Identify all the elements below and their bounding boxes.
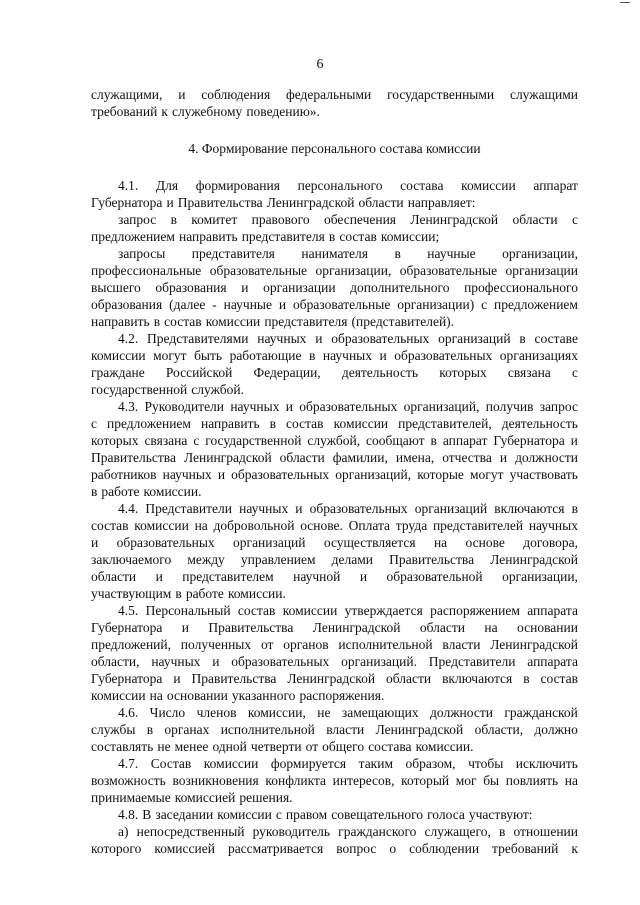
text-line: 4.5. Персональный состав комиссии утверждается распоряжением аппарата [118, 603, 578, 618]
text-line: запрос в комитет правового обеспечения Ленинградской области с [118, 212, 578, 227]
text-line: 4.8. В заседании комиссии с правом совещательного голоса участвуют: [118, 807, 533, 822]
corner-mark [620, 2, 630, 3]
paragraph [91, 755, 578, 806]
text-line: 4.3. Руководители научных и образовательных организаций, получив запрос [118, 399, 578, 414]
text-line: принимаемые комиссией решения. [91, 790, 293, 805]
paragraph [91, 330, 578, 398]
text-line: участвующим в работе комиссии. [91, 586, 286, 601]
paragraph [91, 500, 578, 602]
text-line: государственной службой. [91, 382, 244, 397]
continuation-text [91, 86, 578, 120]
text-line: 4.6. Число членов комиссии, не замещающих должности гражданской [118, 705, 578, 720]
paragraph [91, 211, 578, 245]
text-line: служащими, и соблюдения федеральными государственными служащими [91, 87, 578, 102]
text-line: Губернатора и Правительства Ленинградской области включаются в состав [91, 671, 578, 686]
text-line: предложением направить представителя в состав комиссии; [91, 229, 440, 244]
paragraph [91, 245, 578, 330]
text-line: и образовательных организаций осуществляется на основе договора, [91, 535, 578, 550]
paragraph [91, 86, 578, 120]
text-line: направить в состав комиссии представителя (представителей). [91, 314, 455, 329]
text-line: службы в органах исполнительной власти Ленинградской области, должно [91, 722, 578, 737]
text-line: 4.7. Состав комиссии формируется таким образом, чтобы исключить [118, 756, 578, 771]
text-line: Губернатора и Правительства Ленинградской области направляет: [91, 195, 476, 210]
text-line: а) непосредственный руководитель гражданского служащего, в отношении [118, 824, 578, 839]
text-line: высшего образования и организации дополнительного профессионального [91, 280, 578, 295]
text-line: области, научных и образовательных организаций. Представители аппарата [91, 654, 578, 669]
paragraph [91, 602, 578, 704]
text-line: заключаемого между управлением делами Правительства Ленинградской [91, 552, 578, 567]
text-line: работников научных и образовательных организаций, которые могут участвовать [91, 467, 578, 482]
text-line: требований к служебному поведению». [91, 104, 320, 119]
text-line: в работе комиссии. [91, 484, 202, 499]
text-line: Губернатора и Правительства Ленинградской области на основании [91, 620, 578, 635]
text-line: Правительства Ленинградской области фамилии, имена, отчества и должности [91, 450, 578, 465]
text-line: 4.4. Представители научных и образовательных организаций включаются в [118, 501, 578, 516]
text-line: запросы представителя нанимателя в научные организации, [118, 246, 578, 261]
text-line: состав комиссии на добровольной основе. Оплата труда представителей научных [91, 518, 578, 533]
text-line: граждане Российской Федерации, деятельность которых связана с [91, 365, 578, 380]
text-line: которого комиссией рассматривается вопрос о соблюдении требований к [91, 841, 578, 856]
paragraph [91, 704, 578, 755]
text-line: которых связана с государственной службой, сообщают в аппарат Губернатора и [91, 433, 578, 448]
text-line: комиссии могут быть работающие в научных и образовательных организациях [91, 348, 578, 363]
text-line: возможность возникновения конфликта интересов, который мог бы повлиять на [91, 773, 578, 788]
text-line: 4.2. Представителями научных и образовательных организаций в составе [118, 331, 578, 346]
text-line: с предложением направить в состав комиссии представителей, деятельность [91, 416, 578, 431]
text-line: образования (далее - научные и образовательные организации) с предложением [91, 297, 578, 312]
paragraph [91, 806, 578, 823]
section-heading: 4. Формирование персонального состава комиссии [188, 141, 481, 156]
section-paragraphs [91, 177, 578, 857]
text-line: предложений, полученных от органов исполнительной власти Ленинградской [91, 637, 578, 652]
text-line: комиссии на основании указанного распоряжения. [91, 688, 385, 703]
text-line: области и представителем научной и образовательной организации, [91, 569, 578, 584]
document-body [91, 86, 578, 857]
text-line: составлять не менее одной четверти от общего состава комиссии. [91, 739, 474, 754]
text-line: профессиональные образовательные организации, образовательные организации [91, 263, 578, 278]
text-line: 4.1. Для формирования персонального состава комиссии аппарат [118, 178, 578, 193]
paragraph [91, 177, 578, 211]
paragraph [91, 823, 578, 857]
paragraph [91, 398, 578, 500]
page-number: 6 [316, 57, 324, 72]
